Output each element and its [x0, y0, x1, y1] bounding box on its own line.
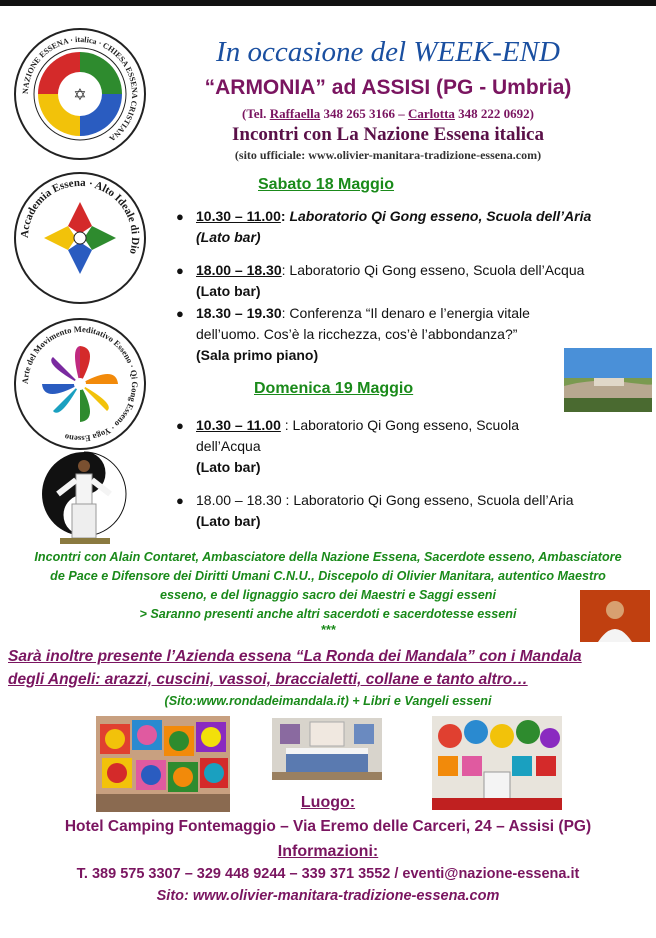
intro-line-4: > Saranno presenti anche altri sacerdoti e sacerdotesse esseni — [139, 607, 517, 621]
event-time: 18.30 – 19.30 — [196, 305, 282, 321]
qigong-master-photo — [38, 450, 130, 550]
tel-name-carlotta: Carlotta — [407, 106, 455, 121]
svg-text:✡: ✡ — [73, 85, 87, 104]
bullet: ● — [176, 209, 184, 224]
azienda-line-3: (Sito:www.rondadeimandala.it) + Libri e Vangeli esseni — [164, 694, 492, 708]
event-title: “ARMONIA” ad ASSISI (PG - Umbria) — [204, 76, 572, 99]
event-time: 18.00 – 18.30 — [196, 492, 282, 508]
intro-line-2: de Pace e Difensore dei Diritti Umani C.N.U., Discepolo di Olivier Manitara, autentico Maestro — [50, 569, 606, 583]
event-title: Laboratorio Qi Gong esseno, Scuola dell’Acqua — [196, 417, 520, 454]
azienda-line-1: Sarà inoltre presente l’Azienda essena “La Ronda dei Mandala” con i Mandala — [8, 648, 582, 665]
accademia-essena-logo — [14, 172, 146, 304]
info-label: Informazioni: — [277, 843, 379, 860]
event-time: 18.00 – 18.30 — [196, 262, 282, 278]
venue-address: Hotel Camping Fontemaggio – Via Eremo delle Carceri, 24 – Assisi (PG) — [64, 818, 592, 835]
event-time: 10.30 – 11.00 — [196, 208, 281, 224]
intro-line-3: esseno, e del lignaggio sacro dei Maestri e Saggi esseni — [160, 588, 496, 602]
mandala-bedroom-photo — [272, 718, 382, 780]
assisi-landscape-photo — [564, 348, 652, 412]
event-location: (Sala primo piano) — [196, 347, 319, 363]
azienda-line-2: degli Angeli: arazzi, cuscini, vassoi, braccialetti, collane e tanto altro… — [8, 671, 528, 688]
intro-line-1: Incontri con Alain Contaret, Ambasciatore della Nazione Essena, Sacerdote esseno, Ambasciatore — [34, 550, 622, 564]
event-sep: : — [281, 492, 294, 508]
logo3-ring-text: Arte del Movimento Meditativo Esseno · Qi Gong Esseno · Yoga Esseno — [19, 323, 141, 445]
event-title: Laboratorio Qi Gong esseno, Scuola dell’Acqua — [289, 262, 585, 278]
event-time: 10.30 – 11.00 — [196, 417, 281, 433]
tel-name-raffaella: Raffaella — [269, 106, 321, 121]
event-sep: : — [281, 305, 290, 321]
contact-phones — [0, 106, 656, 122]
logo1-ring-text: NAZIONE ESSENA · italica · CHIESA ESSENA CRISTIANA — [20, 34, 140, 144]
event-sep: : — [280, 208, 290, 224]
intro-block — [0, 548, 656, 636]
event-location: (Lato bar) — [196, 459, 261, 475]
bullet: ● — [176, 493, 184, 508]
alain-contaret-photo — [580, 590, 650, 642]
venue-label: Luogo: — [300, 794, 356, 811]
event-title: Laboratorio Qi Gong esseno, Scuola dell’Aria — [293, 492, 574, 508]
event-sep: : — [280, 417, 293, 433]
info-site: Sito: www.olivier-manitara-tradizione-essena.com — [156, 888, 500, 904]
info-phones: T. 389 575 3307 – 329 448 9244 – 339 371 3552 / eventi@nazione-essena.it — [76, 866, 580, 882]
event-location: (Lato bar) — [196, 229, 261, 245]
saturday-heading: Sabato 18 Maggio — [258, 176, 395, 193]
saturday-event-1 — [176, 206, 636, 248]
event-sep: : — [281, 262, 290, 278]
official-site-line: (sito ufficiale: www.olivier-manitara-tradizione-essena.com) — [234, 148, 542, 162]
bullet: ● — [176, 418, 184, 433]
movimento-meditativo-logo — [14, 318, 146, 450]
top-border — [0, 0, 656, 6]
sunday-event-1 — [176, 415, 576, 478]
event-title: Conferenza “Il denaro e l’energia vitale dell’uomo. Cos’è la ricchezza, cos’è l’abbondanza?” — [196, 305, 530, 342]
saturday-event-3 — [176, 303, 576, 366]
event-heading: In occasione del WEEK-END — [216, 36, 560, 68]
saturday-event-2 — [176, 260, 636, 302]
tel-number-1: 348 265 3166 – — [320, 106, 408, 121]
tel-prefix: (Tel. — [241, 106, 270, 121]
sunday-heading: Domenica 19 Maggio — [254, 380, 414, 397]
intro-stars: *** — [320, 623, 336, 637]
bullet: ● — [176, 263, 184, 278]
logo2-ring-text: Accademia Essena · Alto Ideale di Dio — [18, 176, 142, 256]
bullet: ● — [176, 306, 184, 321]
event-location: (Lato bar) — [196, 513, 261, 529]
sunday-event-2 — [176, 490, 636, 532]
event-location: (Lato bar) — [196, 283, 261, 299]
event-subtitle: Incontri con La Nazione Essena italica — [232, 124, 544, 145]
tel-number-2: 348 222 0692) — [454, 106, 535, 121]
event-title: Laboratorio Qi Gong esseno, Scuola dell’Aria — [289, 208, 592, 224]
